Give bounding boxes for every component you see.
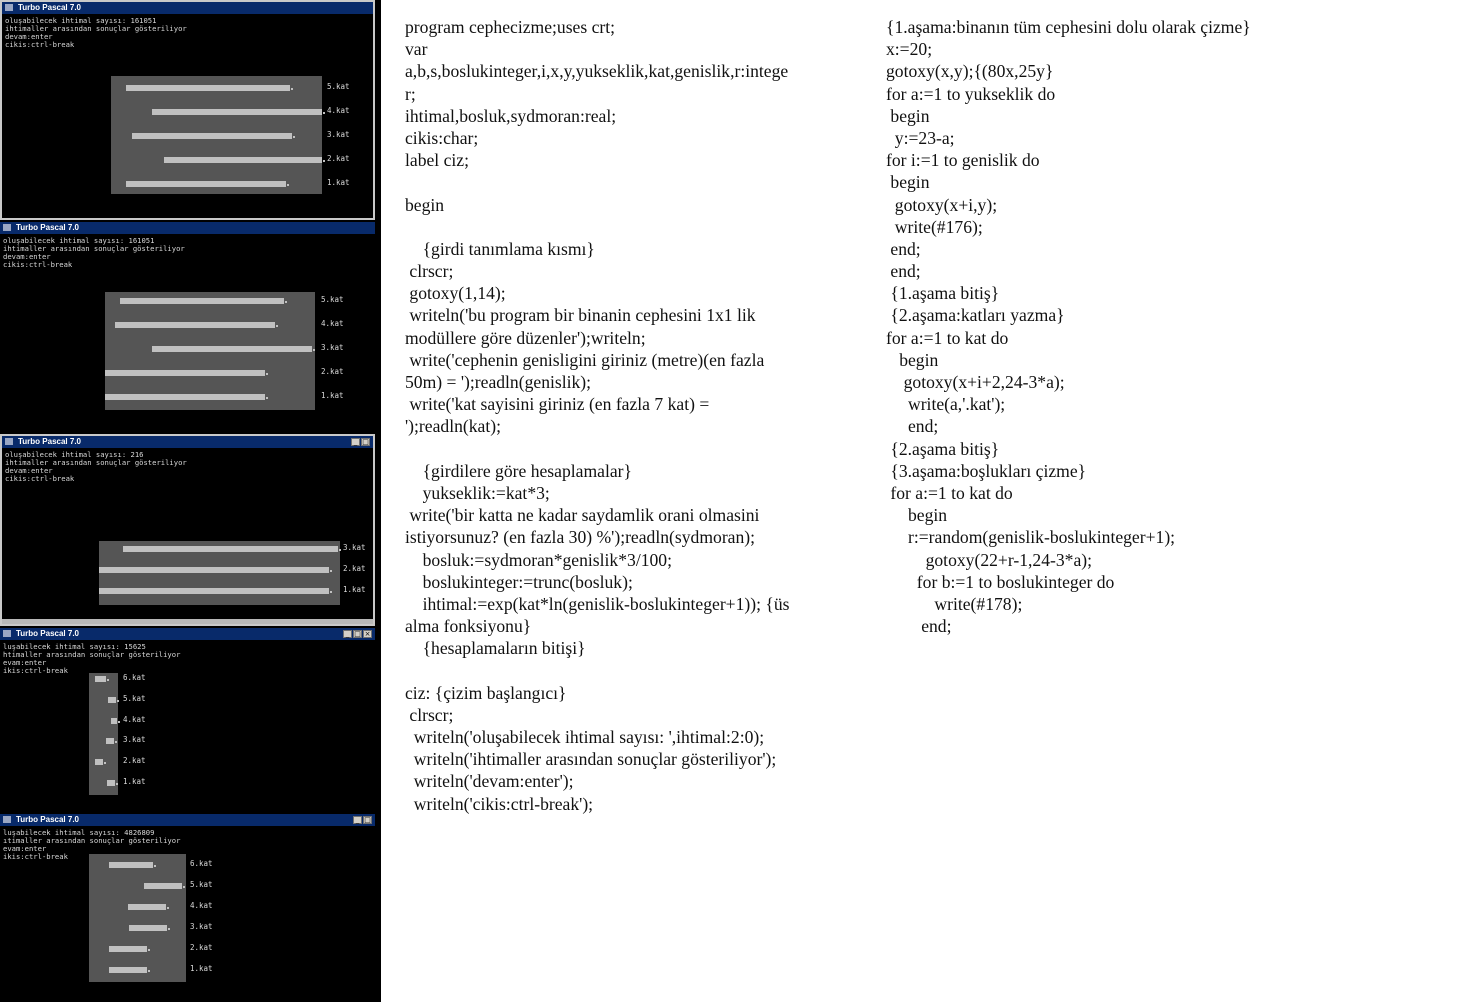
code-line: end; [886,416,939,437]
code-line: {1.aşama:binanın tüm cephesini dolu olarak çizme} [886,17,1251,37]
pascal-window-2 [0,222,375,432]
close-button[interactable]: × [364,630,371,638]
floor-label: 1.kat [327,178,350,187]
screenshots-column [0,0,381,1002]
code-line: r; [405,83,416,104]
terminal-line: oluşabilecek ihtimal sayısı: 216 [5,450,144,459]
code-line: end; [886,616,952,637]
terminal-line: devam:enter [5,466,53,475]
opening-strip [95,676,106,682]
terminal-line: evam:enter [3,658,47,667]
floor-label: 4.kat [123,715,146,724]
terminal-line: ihtimaller arasından sonuçlar gösteriliyor [5,458,187,467]
window-title: Turbo Pascal 7.0 [18,3,81,12]
opening-strip [152,346,312,352]
building-facade [89,854,186,982]
terminal-line: ihtimaller arasından sonuçlar gösteriliyor [5,24,187,33]
opening-strip [109,946,147,952]
terminal-line: cikis:ctrl-break [5,40,75,49]
floor-label: 4.kat [321,319,344,328]
opening-strip [99,588,329,594]
window-title-bar[interactable] [0,628,375,640]
terminal-output [3,643,180,675]
opening-strip [123,546,338,552]
code-line: end; [886,261,921,282]
pascal-code-right [886,16,1251,637]
pascal-window-4 [0,628,375,812]
terminal-output [5,451,187,483]
code-line [405,171,790,193]
terminal-line: cikis:ctrl-break [3,260,73,269]
code-line: {2.aşama:katları yazma} [886,305,1065,326]
code-line: 50m) = ');readln(genislik); [405,372,592,392]
floor-label: 2.kat [123,756,146,765]
app-icon [5,4,13,11]
code-line: gotoxy(x+i+2,24-3*a); [886,372,1065,392]
terminal-line: oluşabilecek ihtimal sayısı: 161051 [5,16,157,25]
terminal-line: ihtimaller arasından sonuçlar gösteriliyor [3,244,185,253]
code-line: istiyorsunuz? (en fazla 30) %');readln(sydmoran); [405,527,756,548]
opening-strip [99,567,329,573]
terminal-output [3,237,185,269]
code-line: gotoxy(x,y);{(80x,25y} [886,61,1054,82]
code-line: bosluk:=sydmoran*genislik*3/100; [405,549,672,570]
maximize-button[interactable]: □ [364,816,371,824]
code-line: for a:=1 to kat do [886,327,1009,348]
code-line: yukseklik:=kat*3; [405,482,550,503]
code-line: write(a,'.kat'); [886,394,1006,415]
pascal-window-5 [0,814,375,1002]
code-line: r:=random(genislik-boslukinteger+1); [886,527,1176,548]
code-line: begin [405,194,445,215]
code-line: gotoxy(22+r-1,24-3*a); [886,549,1092,570]
floor-label: 6.kat [123,673,146,682]
terminal-line: ikis:ctrl-break [3,852,68,861]
code-line: writeln('ihtimaller arasından sonuçlar gösteriliyor'); [405,749,777,770]
code-line: begin [886,505,948,526]
floor-label: 3.kat [327,130,350,139]
floor-label: 3.kat [321,343,344,352]
floor-label: 1.kat [123,777,146,786]
minimize-button[interactable]: _ [343,630,352,638]
horizontal-scrollbar[interactable] [2,619,373,624]
opening-strip [126,181,286,187]
code-line: begin [886,349,939,370]
code-line: cikis:char; [405,127,479,148]
code-line: for b:=1 to boslukinteger do [886,571,1115,592]
code-line: write('bir katta ne kadar saydamlik orani olmasini [405,505,760,526]
opening-strip [120,298,284,304]
code-line: begin [886,105,930,126]
code-line: ');readln(kat); [405,416,501,437]
code-line: write(#176); [886,216,983,237]
floor-label: 1.kat [321,391,344,400]
maximize-button[interactable]: □ [354,630,361,638]
opening-strip [109,967,147,973]
floor-label: 4.kat [327,106,350,115]
window-title-bar[interactable] [0,222,375,234]
code-line: end; [886,238,921,259]
code-line [405,438,790,460]
code-line: x:=20; [886,39,933,60]
code-line: writeln('bu program bir binanin cephesini 1x1 lik [405,305,756,326]
floor-label: 2.kat [190,943,213,952]
opening-strip [132,133,292,139]
window-title-bar[interactable] [2,2,373,14]
app-icon [3,224,11,231]
opening-strip [152,109,322,115]
code-line: alma fonksiyonu} [405,616,532,637]
code-line: write('kat sayisini giriniz (en fazla 7 kat) = [405,394,710,415]
code-line: clrscr; [405,704,454,725]
floor-label: 1.kat [190,964,213,973]
code-line: write(#178); [886,593,1023,614]
code-line: writeln('cikis:ctrl-break'); [405,793,594,814]
code-line: ihtimal,bosluk,sydmoran:real; [405,105,617,126]
terminal-output [5,17,187,49]
floor-label: 4.kat [190,901,213,910]
code-line [405,659,790,681]
code-line: {girdi tanımlama kısmı} [405,238,595,259]
terminal-line: devam:enter [5,32,53,41]
minimize-button[interactable]: _ [351,438,360,446]
floor-label: 2.kat [343,564,366,573]
code-line: {1.aşama bitiş} [886,283,1000,304]
opening-strip [95,759,103,765]
pascal-window-3 [0,434,375,626]
floor-label: 5.kat [327,82,350,91]
floor-label: 5.kat [321,295,344,304]
floor-label: 3.kat [123,735,146,744]
window-title: Turbo Pascal 7.0 [16,815,79,824]
code-line [405,216,790,238]
floor-label: 5.kat [190,880,213,889]
terminal-line: ikis:ctrl-break [3,666,68,675]
floor-label: 3.kat [343,543,366,552]
window-title-bar[interactable] [2,436,373,448]
code-line: var [405,39,428,60]
code-line: writeln('devam:enter'); [405,771,574,792]
code-line: gotoxy(1,14); [405,283,506,304]
opening-strip [126,85,290,91]
floor-label: 1.kat [343,585,366,594]
code-line: y:=23-a; [886,127,955,148]
window-title: Turbo Pascal 7.0 [16,629,79,638]
code-line: ciz: {çizim başlangıcı} [405,682,567,703]
window-title: Turbo Pascal 7.0 [18,437,81,446]
maximize-button[interactable]: □ [362,438,369,446]
code-line: for a:=1 to yukseklik do [886,83,1056,104]
terminal-line: cikis:ctrl-break [5,474,75,483]
pascal-code-left [405,16,790,815]
opening-strip [128,904,166,910]
opening-strip [111,718,117,724]
opening-strip [115,322,275,328]
terminal-line: devam:enter [3,252,51,261]
code-line: {hesaplamaların bitişi} [405,638,586,659]
floor-label: 5.kat [123,694,146,703]
code-line: begin [886,172,930,193]
code-line: modüllere göre düzenler');writeln; [405,327,646,348]
app-icon [3,630,11,637]
terminal-line: oluşabilecek ihtimal sayısı: 161051 [3,236,155,245]
code-line: write('cephenin genisligini giriniz (metre)(en fazla [405,349,765,370]
terminal-line: luşabilecek ihtimal sayısı: 4826809 [3,828,155,837]
opening-strip [105,370,265,376]
opening-strip [129,925,167,931]
code-line: {3.aşama:boşlukları çizme} [886,460,1087,481]
opening-strip [108,697,116,703]
app-icon [3,816,11,823]
terminal-line: evam:enter [3,844,47,853]
code-line: program cephecizme;uses crt; [405,17,616,37]
code-line: for i:=1 to genislik do [886,150,1040,171]
opening-strip [144,883,182,889]
code-line: label ciz; [405,150,469,171]
floor-label: 2.kat [321,367,344,376]
minimize-button[interactable]: _ [353,816,362,824]
terminal-line: ıtimaller arasından sonuçlar gösteriliyor [3,836,181,845]
terminal-line: luşabilecek ihtimal sayısı: 15625 [3,642,146,651]
opening-strip [109,862,153,868]
code-line: gotoxy(x+i,y); [886,194,998,215]
opening-strip [164,157,322,163]
floor-label: 2.kat [327,154,350,163]
window-title-bar[interactable] [0,814,375,826]
window-title: Turbo Pascal 7.0 [16,223,79,232]
opening-strip [107,780,115,786]
app-icon [5,438,13,445]
opening-strip [105,394,265,400]
floor-label: 6.kat [190,859,213,868]
floor-label: 3.kat [190,922,213,931]
pascal-window-1 [0,0,375,220]
code-line: for a:=1 to kat do [886,482,1013,503]
code-line: boslukinteger:=trunc(bosluk); [405,571,633,592]
opening-strip [106,738,114,744]
code-line: clrscr; [405,261,454,282]
code-line: writeln('oluşabilecek ihtimal sayısı: ',ihtimal:2:0); [405,727,765,747]
code-line: a,b,s,boslukinteger,i,x,y,yukseklik,kat,genislik,r:intege [405,61,789,82]
code-line: ihtimal:=exp(kat*ln(genislik-boslukinteger+1)); {üs [405,593,790,614]
building-facade [89,673,118,795]
code-line: {2.aşama bitiş} [886,438,1000,459]
terminal-line: htimaller arasından sonuçlar gösteriliyor [3,650,181,659]
code-line: {girdilere göre hesaplamalar} [405,460,632,481]
